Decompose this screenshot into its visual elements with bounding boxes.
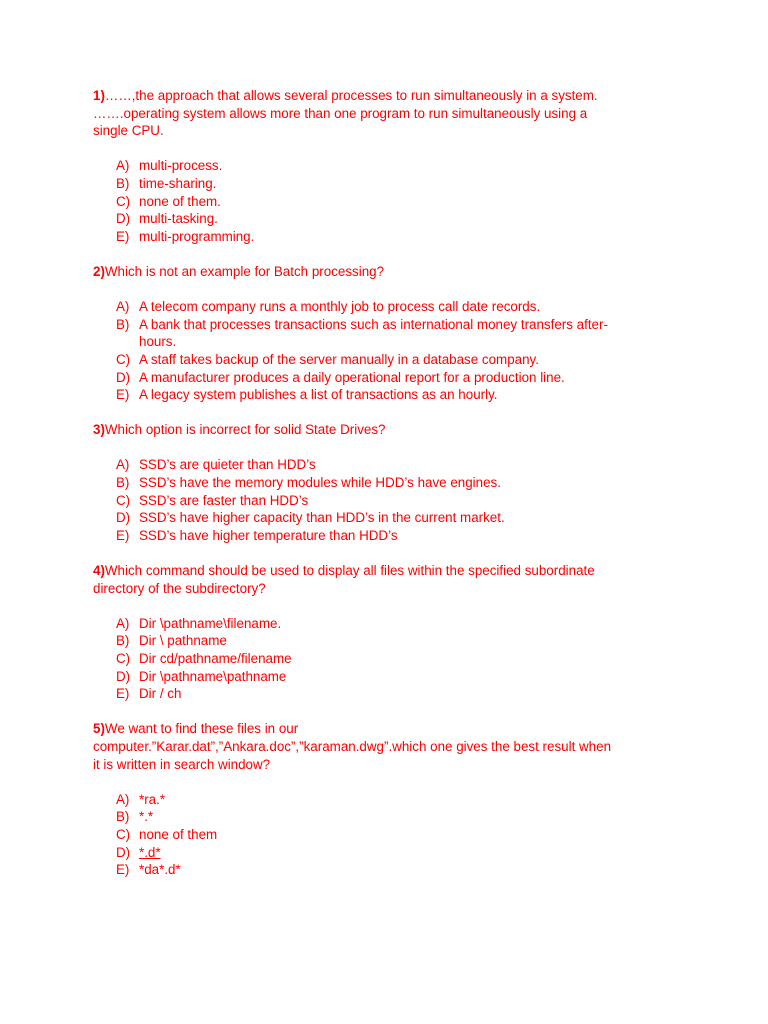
option-c: C) A staff takes backup of the server manually in a database company.: [116, 351, 539, 367]
option-b: B) A bank that processes transactions such as international money transfers after-hours.: [116, 316, 608, 350]
option-a: A) multi-process.: [116, 158, 223, 174]
option-d: D) SSD’s have higher capacity than HDD’s in the current market.: [116, 510, 505, 526]
option-c: C) Dir cd/pathname/filename: [116, 651, 292, 666]
option-b: B) SSD’s have the memory modules while HDD’s have engines.: [116, 475, 501, 491]
question-2-text: 2)Which is not an example for Batch processing?: [93, 263, 385, 279]
question-number: 4): [93, 563, 105, 579]
option-e: E) SSD’s have higher temperature than HDD’s: [116, 527, 398, 543]
option-a: A) *ra.*: [116, 791, 166, 807]
option-d: D) A manufacturer produces a daily operational report for a production line.: [116, 369, 565, 385]
question-3-text: 3)Which option is incorrect for solid State Drives?: [93, 422, 386, 438]
option-c: C) SSD’s are faster than HDD’s: [116, 492, 309, 508]
option-b: B) *.*: [116, 809, 154, 825]
options-list: [93, 456, 613, 544]
option-d: D) Dir \pathname\pathname: [116, 668, 287, 684]
options-list: [93, 615, 613, 703]
question-5-line-1: 5)We want to find these files in our: [93, 721, 299, 737]
question-5-line-2: computer.”Karar.dat”,”Ankara.doc”,”karaman.dwg”.which one gives the best result when it is written in search window?: [93, 738, 612, 772]
question-4: [93, 562, 613, 703]
question-3: [93, 421, 613, 544]
options-list: [93, 298, 613, 404]
option-e: E) A legacy system publishes a list of transactions as an hourly.: [116, 387, 498, 403]
question-1-line-2: …….operating system allows more than one program to run simultaneously using a single CPU.: [93, 105, 588, 139]
option-d: D) multi-tasking.: [116, 211, 218, 227]
quiz-document: [93, 87, 613, 896]
question-number: 5): [93, 721, 105, 737]
question-4-text: 4)Which command should be used to display all files within the specified subordinate directory of the subdirectory?: [93, 563, 595, 596]
option-c: C) none of them.: [116, 193, 221, 209]
options-list: [93, 791, 613, 879]
question-2: [93, 263, 613, 404]
option-e: E) *da*.d*: [116, 862, 181, 878]
question-number: 3): [93, 422, 105, 438]
question-5: [93, 720, 613, 878]
option-d: D) *.d*: [116, 844, 613, 862]
question-number: 2): [93, 263, 105, 279]
option-b: B) time-sharing.: [116, 175, 217, 191]
option-b: B) Dir \ pathname: [116, 633, 227, 649]
option-e: E) multi-programming.: [116, 228, 255, 244]
option-c: C) none of them: [116, 826, 218, 842]
question-1-line-1: 1)……,the approach that allows several processes to run simultaneously in a system.: [93, 88, 598, 103]
option-e: E) Dir / ch: [116, 686, 182, 702]
option-a: A) Dir \pathname\filename.: [116, 615, 282, 631]
option-a: A) SSD’s are quieter than HDD’s: [116, 457, 316, 473]
question-number: 1): [93, 88, 105, 103]
option-a: A) A telecom company runs a monthly job to process call date records.: [116, 299, 541, 315]
options-list: [93, 157, 613, 245]
question-1: [93, 87, 613, 245]
underlined-answer: *.d*: [139, 844, 161, 860]
